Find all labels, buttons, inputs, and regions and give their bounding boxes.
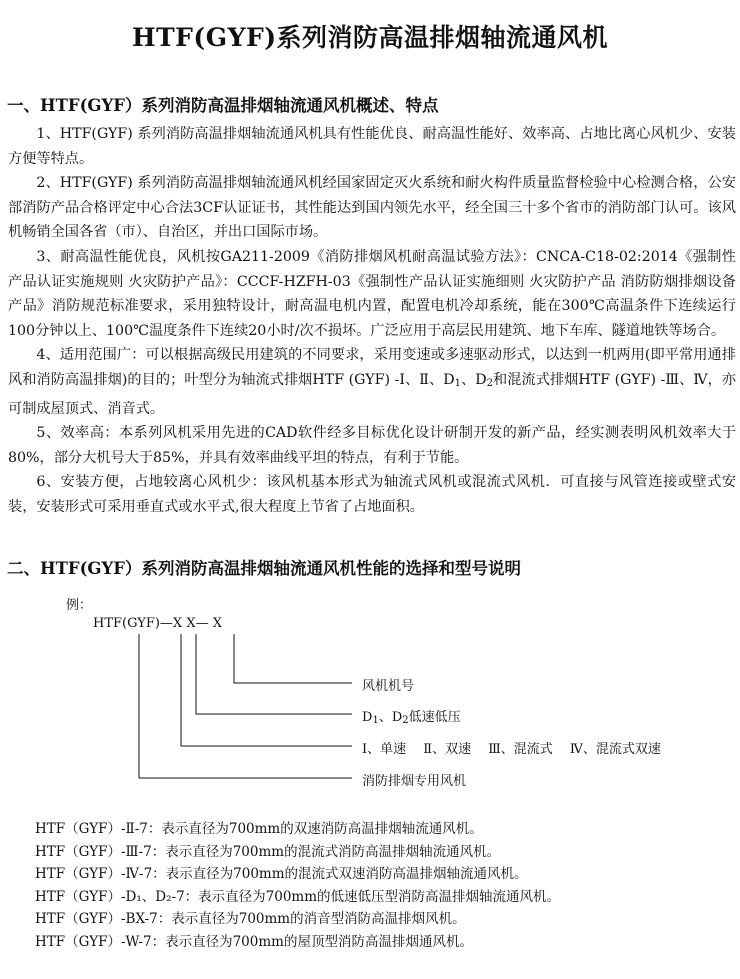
example-label: 例： <box>66 598 93 613</box>
model-code-diagram <box>0 588 740 788</box>
label-fan-number: 风机机号 <box>362 679 415 694</box>
speed-leader <box>196 634 352 714</box>
document-title: HTF(GYF)系列消防高温排烟轴流通风机 <box>131 23 609 52</box>
model-examples-list <box>35 818 560 954</box>
list-item: HTF（GYF）-Ⅲ-7：表示直径为700mm的混流式消防高温排烟轴流通风机。 <box>35 843 501 860</box>
paragraph-5: 5、效率高：本系列风机采用先进的CAD软件经多目标优化设计研制开发的新产品，经实测表明风机效率大于80%，部分大机号大于85%，并具有效率曲线平坦的特点，有利于节能。 <box>8 425 736 466</box>
list-item: HTF（GYF）-Ⅱ-7：表示直径为700mm的双速消防高温排烟轴流通风机。 <box>35 821 483 837</box>
paragraph-2: 2、HTF(GYF) 系列消防高温排烟轴流通风机经国家固定灭火系统和耐火构件质量监督检验中心检测合格，公安部消防产品合格评定中心合法3CF认证证书，其性能达到国内领先水平，经全国三十多个省市的消防部门认可。该风机畅销全国各省（市）、自治区，并出口国际市场。 <box>8 175 736 241</box>
list-item: HTF（GYF）-D₁、D₂-7：表示直径为700mm的低速低压型消防高温排烟轴流通风机。 <box>35 888 561 905</box>
section-2-heading: 二、HTF(GYF）系列消防高温排烟轴流通风机性能的选择和型号说明 <box>7 559 521 578</box>
model-code: HTF(GYF)—X X— X <box>93 616 222 631</box>
type-leader <box>181 634 352 746</box>
label-types: Ⅰ、单速 Ⅱ、双速 Ⅲ、混流式 Ⅳ、混流式双速 <box>362 742 661 757</box>
paragraph-6: 6、安装方便，占地较离心风机少：该风机基本形式为轴流式风机或混流式风机．可直接与风管连接或壁式安装，安装形式可采用垂直式或水平式,很大程度上节省了占地面积。 <box>8 474 736 515</box>
label-speed: $D_1$、$D_2$低速低压 <box>362 710 461 726</box>
list-item: HTF（GYF）-W-7：表示直径为700mm的屋顶型消防高温排烟通风机。 <box>35 933 473 950</box>
label-purpose: 消防排烟专用风机 <box>362 774 467 789</box>
paragraph-1: 1、HTF(GYF) 系列消防高温排烟轴流通风机具有性能优良、耐高温性能好、效率高、占地比离心风机少、安装方便等特点。 <box>8 126 736 167</box>
purpose-leader <box>139 634 352 778</box>
list-item: HTF（GYF）-Ⅳ-7：表示直径为700mm的混流式双速消防高温排烟轴流通风机。 <box>35 866 528 883</box>
section-1-heading: 一、HTF(GYF）系列消防高温排烟轴流通风机概述、特点 <box>7 96 439 115</box>
list-item: HTF（GYF）-BX-7：表示直径为700mm的消音型消防高温排烟风机。 <box>35 911 466 928</box>
fan-no-leader <box>234 634 352 683</box>
section-1-body <box>8 122 736 520</box>
paragraph-3: 3、耐高温性能优良，风机按GA211-2009《消防排烟风机耐高温试验方法》：CNCA-C18-02:2014《强制性产品认证实施规则 火灾防护产品》：CCCF-HZFH-03《强制性产品认证实施细则 火灾防护产品 消防防烟排烟设备产品》消防规范标准要求，采用独特设计，耐高温电机内置，配置电机冷却系统，能在300℃高温条件下连续运行100分钟以上、100℃温度条件下连续20小时/次不损坏。广泛应用于高层民用建筑、地下车库、隧道地铁等场合。 <box>8 248 736 339</box>
paragraph-4: 4、适用范围广：可以根据高级民用建筑的不同要求，采用变速或多速驱动形式，以达到一机两用(即平常用通排风和消防高温排烟)的目的；叶型分为轴流式排烟HTF (GYF) -Ⅰ、Ⅱ、$D_1$、$D_2$和混流式排烟HTF (GYF) -Ⅲ、Ⅳ，亦可制成屋顶式、消音式。 <box>8 347 736 417</box>
